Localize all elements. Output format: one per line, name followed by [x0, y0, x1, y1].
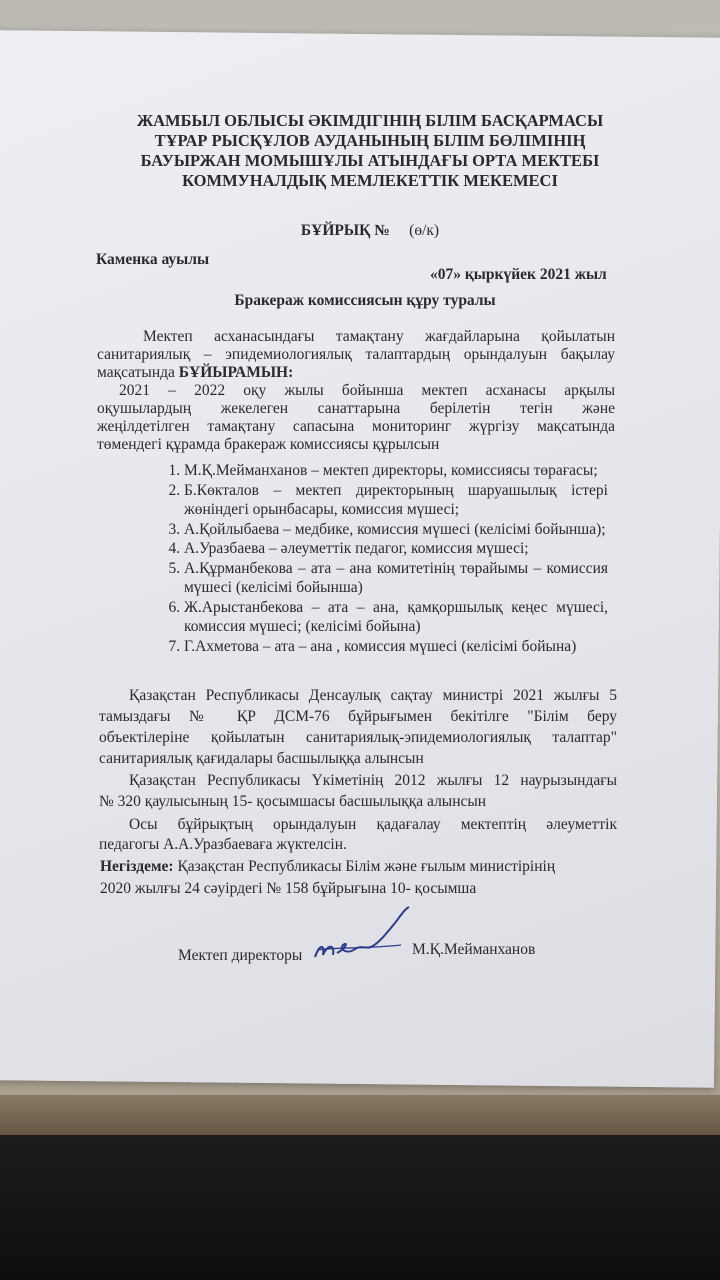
paragraph-responsibility: [99, 815, 617, 855]
subject: Бракераж комиссиясын құру туралы: [234, 292, 496, 309]
text-line: Қазақстан Республикасы Білім және ғылым министірінің: [177, 858, 556, 875]
organization-header: [100, 111, 640, 191]
paragraph-commission: [97, 382, 615, 454]
text-line: мақсатында: [97, 364, 175, 381]
intro-paragraph: [97, 328, 615, 382]
text-line: Қазақстан Республикасы Денсаулық сақтау министрі 2021 жылғы 5: [129, 687, 617, 704]
text-line: Мектеп асханасындағы тамақтану жағдайларына қойылатын: [143, 328, 615, 345]
member-item: 7. Г.Ахметова – ата – ана , комиссия мүшесі (келісімі бойына): [184, 637, 608, 657]
text-line: жеңілдетілген тамақтану сапасына мониторинг жүргізу мақсатында: [97, 418, 615, 435]
text-line: объектілеріне қойылатын санитариялық-эпидемиологиялық талаптар": [99, 729, 617, 746]
command-word: БҰЙЫРАМЫН:: [178, 364, 294, 381]
text-line: 2020 жылғы 24 сәуірдегі № 158 бұйрығына 10- қосымша: [100, 880, 477, 897]
member-item: 4. А.Уразбаева – әлеуметтік педагог, комиссия мүшесі;: [184, 539, 608, 559]
text-line: Осы бұйрықтың орындалуын қадағалау мектептің әлеуметтік: [129, 816, 617, 833]
member-item: 1. М.Қ.Мейманханов – мектеп директоры, комиссиясы төрағасы;: [184, 461, 608, 481]
header-line: БАУЫРЖАН МОМЫШҰЛЫ АТЫНДАҒЫ ОРТА МЕКТЕБІ: [140, 151, 600, 170]
text-line: тамыздағы № ҚР ДСМ-76 бұйрығымен бекітілге "Білім беру: [99, 708, 617, 725]
date: «07» қыркүйек 2021 жыл: [430, 266, 607, 283]
text-line: 2021 – 2022 оқу жылы бойынша мектеп асханасы арқылы: [119, 382, 615, 399]
text-line: төмендегі құрамда бракераж комиссиясы құрылсын: [97, 436, 440, 453]
text-line: санитариялық – эпидемиологиялық талаптардың орындалуын бақылау: [97, 346, 615, 363]
order-number-label: БҰЙРЫҚ №: [300, 222, 390, 239]
header-line: КОММУНАЛДЫҚ МЕМЛЕКЕТТІК МЕКЕМЕСІ: [182, 171, 558, 190]
members-list: [160, 461, 608, 656]
place: Каменка ауылы: [96, 251, 210, 268]
text-line: педагогы А.А.Уразбаеваға жүктелсін.: [99, 836, 347, 853]
member-item: 2. Б.Көкталов – мектеп директорының шаруашылық істері жөніндегі орынбасары, комиссия мүшесі;: [184, 481, 608, 520]
paragraph-health-ministry: [99, 685, 617, 769]
member-item: 6. Ж.Арыстанбекова – ата – ана, қамқоршылық кеңес мүшесі, комиссия мүшесі; (келісімі бойына): [184, 598, 608, 637]
text-line: оқушылардың жекелеген санаттарына берілетін тегін және: [97, 400, 615, 417]
header-line: ТҰРАР РЫСҚҰЛОВ АУДАНЫНЫҢ БІЛІМ БӨЛІМІНІҢ: [154, 131, 586, 150]
handwritten-signature: [305, 905, 415, 965]
text-line: санитариялық қағидалары басшылыққа алынсын: [99, 750, 424, 767]
order-title: [100, 222, 640, 240]
text-line: № 320 қаулысының 15- қосымшасы басшылыққа алынсын: [99, 793, 487, 810]
order-type: (ө/к): [409, 222, 440, 239]
signature-role: Мектеп директоры: [178, 947, 303, 964]
text-line: Қазақстан Республикасы Үкіметінің 2012 жылғы 12 наурызындағы: [129, 772, 617, 789]
paragraph-government: [99, 770, 617, 812]
basis-paragraph: [100, 856, 620, 900]
member-item: 3. А.Қойлыбаева – медбике, комиссия мүшесі (келісімі бойынша);: [184, 520, 608, 540]
header-line: ЖАМБЫЛ ОБЛЫСЫ ӘКІМДІГІНІҢ БІЛІМ БАСҚАРМАСЫ: [136, 111, 604, 130]
basis-label: Негіздеме:: [100, 858, 174, 875]
signature-name: М.Қ.Мейманханов: [412, 941, 536, 958]
table-surface: [0, 1135, 720, 1280]
member-item: 5. А.Құрманбекова – ата – ана комитетінің төрайымы – комиссия мүшесі (келісімі бойынша): [184, 559, 608, 598]
